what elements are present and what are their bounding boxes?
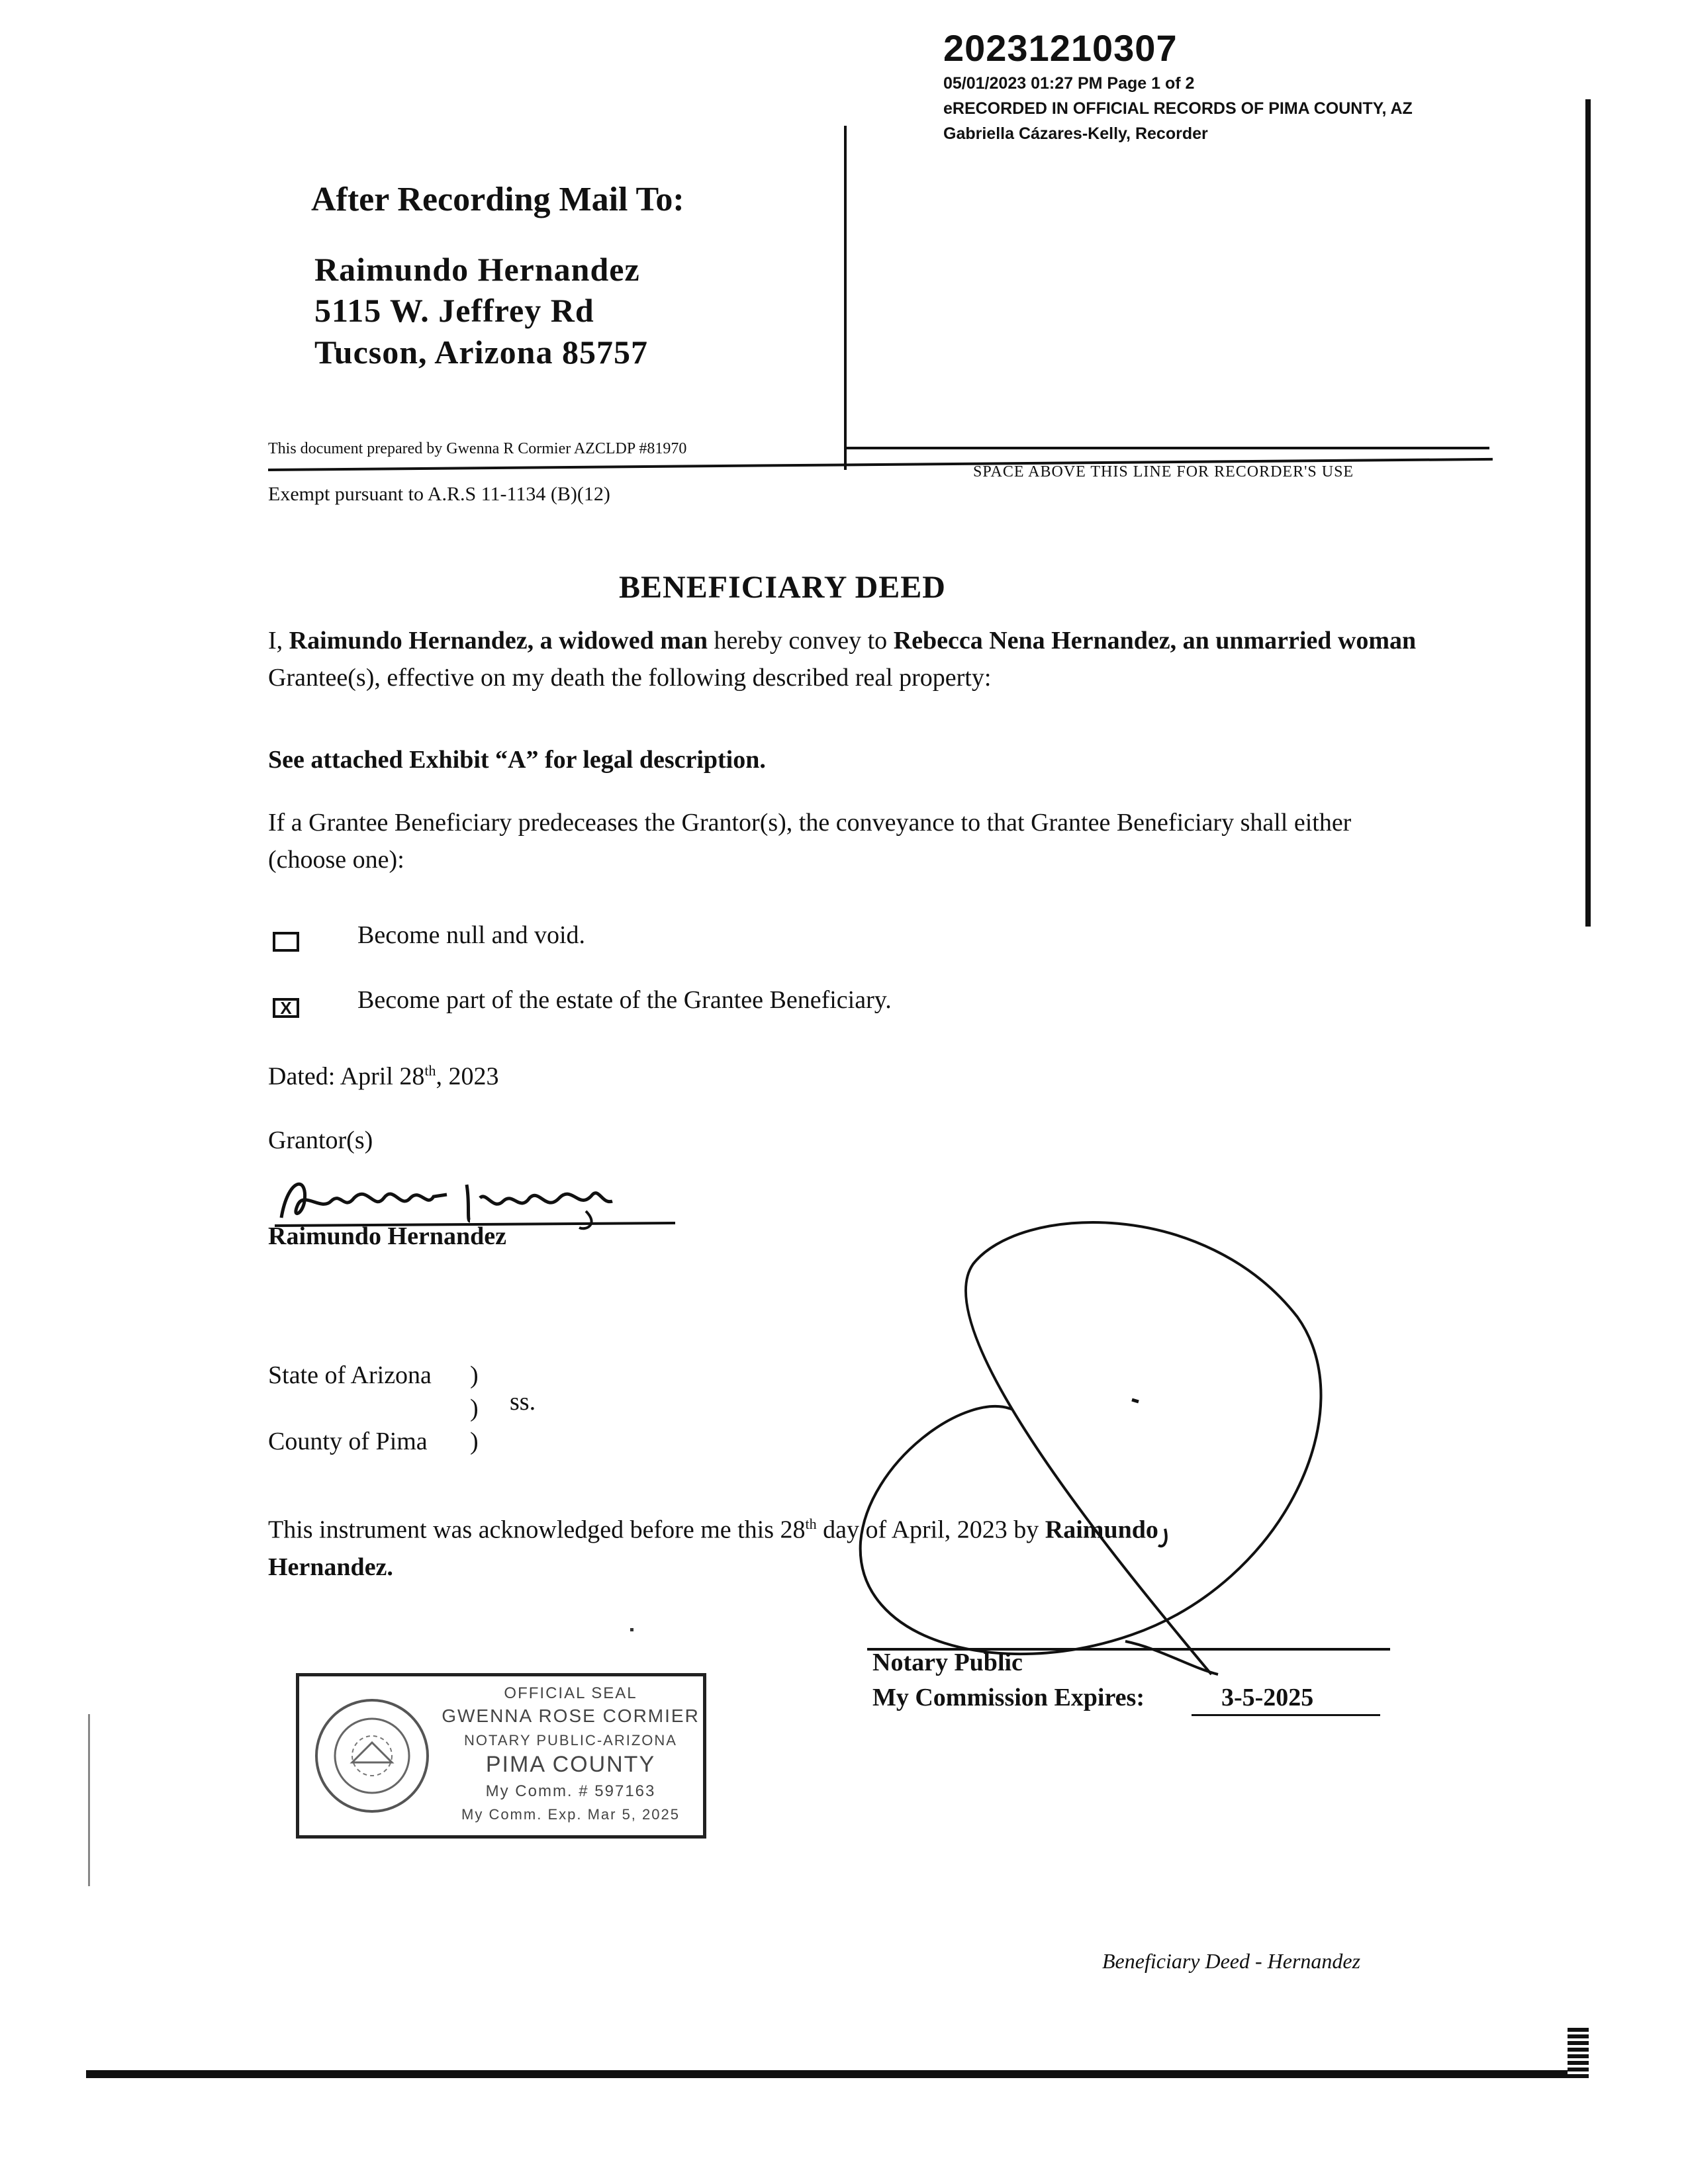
seal-line-3: NOTARY PUBLIC-ARIZONA bbox=[464, 1732, 677, 1749]
recorder-name: Gabriella Cázares-Kelly, Recorder bbox=[943, 124, 1208, 143]
seal-line-1: OFFICIAL SEAL bbox=[504, 1684, 637, 1702]
venue-paren-3: ) bbox=[470, 1428, 479, 1455]
dated-prefix: Dated: April 28 bbox=[268, 1062, 425, 1091]
notary-seal bbox=[296, 1673, 706, 1839]
prepared-by: This document prepared by Gwenna R Cormier AZCLDP #81970 bbox=[268, 440, 687, 457]
exhibit-reference: See attached Exhibit “A” for legal description. bbox=[268, 746, 766, 774]
seal-line-6: My Comm. Exp. Mar 5, 2025 bbox=[461, 1806, 680, 1823]
venue-state: State of Arizona bbox=[268, 1361, 432, 1389]
recording-office: eRECORDED IN OFFICIAL RECORDS OF PIMA COUNTY, AZ bbox=[943, 99, 1413, 118]
option-estate-label: Become part of the estate of the Grantee Beneficiary. bbox=[357, 986, 892, 1014]
mail-to-heading: After Recording Mail To: bbox=[311, 181, 684, 218]
mail-to-street: 5115 W. Jeffrey Rd bbox=[314, 292, 594, 329]
mail-to-city: Tucson, Arizona 85757 bbox=[314, 334, 648, 371]
commission-date-underline bbox=[1192, 1714, 1380, 1716]
recording-number: 20231210307 bbox=[943, 27, 1178, 69]
predecease-clause: If a Grantee Beneficiary predeceases the Grantor(s), the conveyance to that Grantee Beneficiary shall either (choose one): bbox=[268, 809, 1352, 874]
document-title: BENEFICIARY DEED bbox=[619, 570, 946, 605]
grantor-description: Raimundo Hernandez, a widowed man bbox=[289, 627, 708, 655]
venue-county: County of Pima bbox=[268, 1428, 428, 1455]
dated-year: , 2023 bbox=[436, 1062, 499, 1091]
recorder-use-label: SPACE ABOVE THIS LINE FOR RECORDER'S USE bbox=[973, 463, 1354, 480]
conveyance-paragraph bbox=[268, 622, 1427, 696]
recorder-line-upper bbox=[844, 447, 1489, 449]
scan-corner-mark bbox=[1568, 2025, 1589, 2078]
notary-public-label: Notary Public bbox=[872, 1649, 1023, 1676]
notary-signature bbox=[847, 1211, 1350, 1688]
acknowledgment-name-2: Hernandez. bbox=[268, 1553, 393, 1581]
seal-line-2: GWENNA ROSE CORMIER bbox=[442, 1706, 700, 1726]
acknowledgment-text-2: day of April, 2023 by bbox=[816, 1516, 1045, 1544]
scan-dot bbox=[630, 1628, 633, 1631]
grantee-description: Rebecca Nena Hernandez, an unmarried woman bbox=[893, 627, 1417, 655]
page-bottom-rule bbox=[86, 2070, 1582, 2078]
null-void-checkbox[interactable] bbox=[273, 932, 299, 952]
scan-edge-mark bbox=[1585, 99, 1591, 927]
conveyance-text-3: Grantee(s), effective on my death the following described real property: bbox=[268, 664, 992, 692]
grantors-label: Grantor(s) bbox=[268, 1126, 373, 1154]
header-divider bbox=[844, 126, 847, 470]
acknowledgment-sup: th bbox=[805, 1516, 817, 1532]
commission-expires-label: My Commission Expires: bbox=[872, 1684, 1145, 1711]
exemption-note: Exempt pursuant to A.R.S 11-1134 (B)(12) bbox=[268, 483, 610, 505]
venue-ss: ss. bbox=[510, 1388, 536, 1416]
venue-paren-1: ) bbox=[470, 1361, 479, 1389]
commission-expires-value: 3-5-2025 bbox=[1221, 1684, 1314, 1711]
footer-document-label: Beneficiary Deed - Hernandez bbox=[1102, 1949, 1361, 1973]
seal-line-4: PIMA COUNTY bbox=[485, 1752, 656, 1777]
scan-left-edge bbox=[88, 1714, 90, 1886]
estate-checkbox[interactable]: X bbox=[273, 998, 299, 1018]
dated-suffix-sup: th bbox=[424, 1062, 436, 1079]
option-null-void-label: Become null and void. bbox=[357, 921, 586, 949]
grantor-printed-name: Raimundo Hernandez bbox=[268, 1222, 506, 1250]
conveyance-text-2: hereby convey to bbox=[708, 627, 894, 655]
acknowledgment-name-1: Raimundo bbox=[1045, 1516, 1158, 1544]
seal-line-5: My Comm. # 597163 bbox=[485, 1782, 656, 1800]
recording-date-page: 05/01/2023 01:27 PM Page 1 of 2 bbox=[943, 74, 1195, 93]
conveyance-text-1: I, bbox=[268, 627, 289, 655]
dated-line bbox=[268, 1052, 1427, 1095]
acknowledgment-text-1: This instrument was acknowledged before me this 28 bbox=[268, 1516, 806, 1544]
mail-to-name: Raimundo Hernandez bbox=[314, 251, 640, 288]
state-seal-emblem bbox=[312, 1696, 432, 1815]
venue-paren-2: ) bbox=[470, 1394, 479, 1422]
